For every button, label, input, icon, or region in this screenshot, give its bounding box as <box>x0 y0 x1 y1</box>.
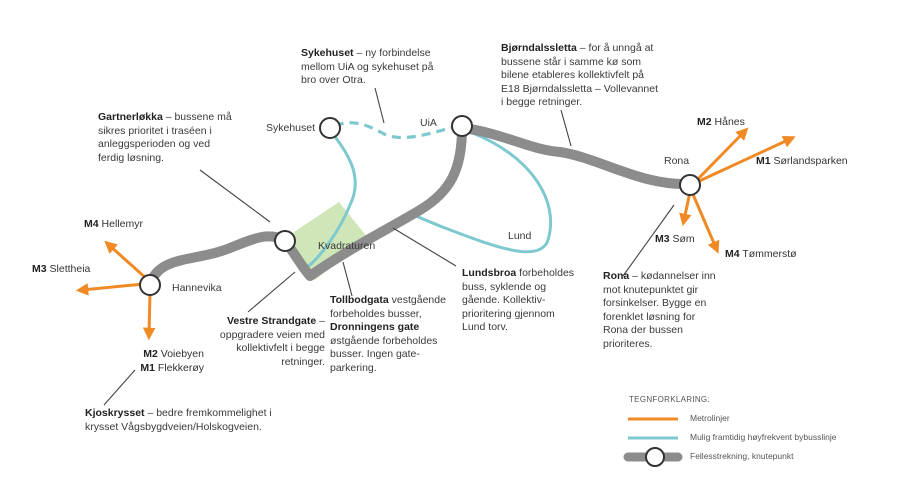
metro-arrow-voiebyen <box>149 293 150 334</box>
metro-label-m2-hanes: M2 Hånes <box>697 116 745 128</box>
metro-arrow-hanes <box>695 132 744 182</box>
label-hannevika: Hannevika <box>172 282 222 294</box>
metro-label-m1-sorlandsparken: M1 Sørlandsparken <box>756 155 848 167</box>
metro-arrow-slettheia <box>82 284 144 290</box>
station-uia <box>452 116 472 136</box>
metro-label-m4-hellemyr: M4 Hellemyr <box>84 218 143 230</box>
label-lund: Lund <box>508 230 532 242</box>
note-tollbodgata: Tollbodgata vestgående forbeholdes busser, Dronningens gate østgående forbeholdes busser. Ingen gate- parkering. <box>330 294 446 374</box>
legend-bus-label: Mulig framtidig høyfrekvent bybusslinje <box>690 432 837 442</box>
pointer-lundsbroa <box>393 228 456 266</box>
label-rona: Rona <box>664 155 690 167</box>
metro-label-m1-flekkeroy: M1 Flekkerøy <box>140 362 204 374</box>
metro-arrow-som <box>684 192 690 220</box>
pointer-kjoskrysset <box>104 370 135 405</box>
metro-label-m3-slettheia: M3 Slettheia <box>32 263 91 275</box>
pointer-tollbodgata <box>343 262 352 296</box>
note-vestre-strandgate: Vestre Strandgate – oppgradere veien med kollektivfelt i begge retninger. <box>219 315 325 368</box>
pointer-gartnerlokka <box>200 170 270 222</box>
pointer-bjorndalssletta <box>561 110 571 146</box>
pointer-sykehuset <box>375 88 384 123</box>
note-bjorndalssletta: Bjørndalssletta – for å unngå at bussene står i samme kø som bilene etableres kollektivfelt på E18 Bjørndalssletta – Vollevannet i begge retninger. <box>501 42 659 108</box>
legend-title: TEGNFORKLARING: <box>629 395 710 404</box>
station-hannevika <box>140 275 160 295</box>
note-gartnerlokka: Gartnerløkka – bussene må sikres prioritet i traséen i anleggsperioden og ved ferdig løsning. <box>98 111 232 164</box>
metro-label-m4-tommersto: M4 Tømmerstø <box>725 248 797 260</box>
label-kvadraturen: Kvadraturen <box>318 240 376 252</box>
station-rona <box>680 175 700 195</box>
station-kvadraturen <box>275 231 295 251</box>
metro-label-m2-voiebyen: M2 Voiebyen <box>143 348 204 360</box>
metro-label-m3-som: M3 Søm <box>655 233 695 245</box>
station-sykehuset <box>320 118 340 138</box>
legend-shared-label: Fellesstrekning, knutepunkt <box>690 451 794 461</box>
label-uia: UiA <box>420 117 437 129</box>
note-rona: Rona – kødannelser inn mot knutepunktet gir forsinkelser. Bygge en forenklet løsning for Rona der bussen prioriteres. <box>603 270 716 350</box>
metro-arrow-hellemyr <box>109 245 148 280</box>
bus-line-sykehuset-uia-bridge <box>335 123 458 138</box>
label-sykehuset: Sykehuset <box>266 122 316 134</box>
note-kjoskrysset: Kjoskrysset – bedre fremkommelighet i krysset Vågsbygdveien/Holskogveien. <box>85 407 272 433</box>
metro-arrow-tommersto <box>692 192 716 248</box>
legend-graphics <box>628 419 678 466</box>
legend-station-swatch <box>646 448 664 466</box>
note-sykehuset: Sykehuset – ny forbindelse mellom UiA og sykehuset på bro over Otra. <box>301 47 434 86</box>
legend-metro-label: Metrolinjer <box>690 413 730 423</box>
note-lundsbroa: Lundsbroa forbeholdes buss, syklende og gående. Kollektiv- prioritering gjennom Lund torv. <box>462 267 575 333</box>
pointer-vestre-strandgate <box>248 272 295 312</box>
